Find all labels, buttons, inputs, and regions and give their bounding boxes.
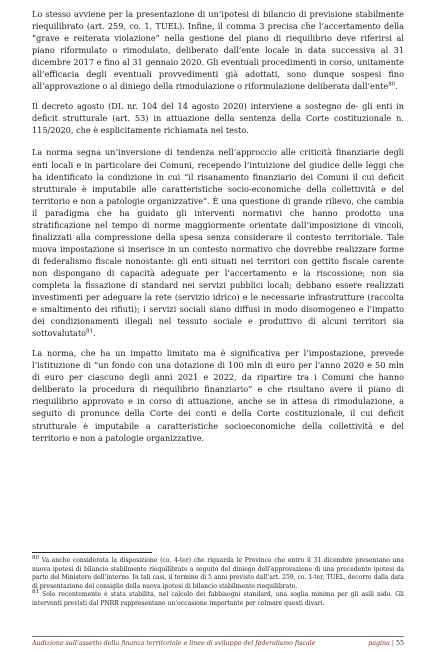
page-number-value: 55 — [395, 640, 404, 647]
page-footer — [32, 638, 404, 650]
footnote-ref-81[interactable]: 81 — [86, 328, 94, 335]
footer-separator — [32, 636, 404, 637]
footer-title: Audizione sull’assetto della finanza territoriale e linee di sviluppo del federalismo fiscale — [32, 640, 316, 647]
footnotes — [32, 554, 404, 609]
paragraph-2: Il decreto agosto (DL nr. 104 del 14 agosto 2020) interviene a sostegno de- gli enti in deficit strutturale (art. 53) in attuazione della sentenza della Corte costituzionale n. 115/2020, che è esplicitamente richiamata nel testo. — [32, 101, 404, 136]
paragraph-1-text: Lo stesso avviene per la presentazione di un’ipotesi di bilancio di previsione stabilmente riequilibrato (art. 259, co. 1, TUEL). Infine, il comma 3 precisa che l’accertamento della “grave e reiterata violazione” nella gestione del piano di riequilibrio deve riferirsi al piano riformulato o rimodulato, deliberato dall’ente locale in data successiva al 31 dicembre 2017 e fino al 31 gennaio 2020. Gli eventuali procedimenti in corso, unitamente all’efficacia degli eventuali provvedimenti già adottati, sono dunque sospesi fino all’approvazione o al diniego della rimodulazione o riformulazione deliberata dall’ente — [32, 9, 404, 92]
footnote-mark: 81 — [32, 589, 39, 596]
footnote-text: Va anche considerata la disposizione (co. 4-ter) che riguarda le Province che entro il 31 dicembre presentano una nuova ipotesi di bilancio stabilmente riequilibrato a seguito del diniego dell’approvazione di una precedente ipotesi da parte del Ministero dell’interno. In tali casi, il termine di 5 anni previsto dall’art. 259, co. 1-ter, TUEL, decorre dalla data di presentazione del consiglio della nuova ipotesi di bilancio stabilmente riequilibrato. — [32, 557, 404, 590]
page-body — [32, 8, 404, 452]
footnote-text: Solo recentemente è stata stabilita, nel calcolo dei fabbisogni standard, una soglia minima per gli asili nido. Gli interventi previsti dal PNRR rappresentano un’occasione importante per colmare questi divari. — [32, 591, 404, 607]
footnote-mark: 80 — [32, 554, 39, 561]
footnote-81 — [32, 591, 404, 608]
page-label: pagina — [368, 640, 390, 647]
paragraph-1: Lo stesso avviene per la presentazione di un’ipotesi di bilancio di previsione stabilmente riequilibrato (art. 259, co. 1, TUEL). Infine, il comma 3 precisa che l’accertamento della “grave e reiterata violazione” nella gestione del piano di riequilibrio deve riferirsi al piano riformulato o rimodulato, deliberato dall’ente locale in data successiva al 31 dicembre 2017 e fino al 31 gennaio 2020. Gli eventuali procedimenti in corso, unitamente all’efficacia degli eventuali provvedimenti già adottati, sono dunque sospesi fino all’approvazione o al diniego della rimodulazione o riformulazione deliberata dall’ente$^{80}$. — [32, 9, 404, 92]
footnote-ref-80[interactable]: 80 — [388, 81, 396, 88]
paragraph-3-text: La norma segna un’inversione di tendenza nell’approccio alle criticità finanziarie degli enti locali e in particolare dei Comuni, recependo l’intuizione del giudice delle leggi che ha identificato la condizione in cui “il risanamento finanziario dei Comuni il cui deficit strutturale è imputabile alle caratteristiche socio-economiche della collettività e del territorio e non a patologie organizzative”. È una questione di grande rilievo, che cambia il paradigma che ha guidato gli interventi normativi che hanno prodotto una stratificazione nel tempo di norme maggiormente orientate dall’imposizione di vincoli, finalizzati alla compressione della spesa senza considerare il contesto territoriale. Tale nuova impostazione si inserisce in un contesto normativo che dovrebbe realizzare forme di federalismo fiscale nonostante: gli enti situati nei territori con gettito fiscale carente non dispongano di capacità adeguate per l’accertamento e la riscossione; non sia completa la fissazione di standard nei servizi pubblici locali; debbano essere realizzati investimenti per adeguare la rete (servizio idrico) e le necessarie infrastrutture (raccolta e smaltimento dei rifiuti); i servizi sociali siano diffusi in modo disomogeneo e l’impatto dei condizionamenti illegali nel tessuto sociale e produttivo di alcuni territori sia sottovalutato — [32, 147, 404, 339]
paragraph-4: La norma, che ha un impatto limitato ma è significativa per l’impostazione, prevede l’istituzione di “un fondo con una dotazione di 100 mln di euro per l’anno 2020 e 50 mln di euro per ciascuno degli anni 2021 e 2022, da ripartire tra i Comuni che hanno deliberato la procedura di riequilibrio finanziario” e che risultano avere il piano di riequilibrio approvato e in corso di attuazione, anche se in attesa di rimodulazione, a seguito di pronunce della Corte dei conti e della Corte costituzionale, il cui deficit strutturale è imputabile a caratteristiche socioeconomiche della collettività e del territorio e non a patologie organizzative. — [32, 348, 404, 443]
footnote-separator — [32, 552, 152, 553]
footnote-80 — [32, 554, 404, 591]
page-number: pagina | 55 — [368, 640, 404, 647]
paragraph-3: La norma segna un’inversione di tendenza nell’approccio alle criticità finanziarie degli enti locali e in particolare dei Comuni, recependo l’intuizione del giudice delle leggi che ha identificato la condizione in cui “il risanamento finanziario dei Comuni il cui deficit strutturale è imputabile alle caratteristiche socio-economiche della collettività e del territorio e non a patologie organizzative”. È una questione di grande rilievo, che cambia il paradigma che ha guidato gli interventi normativi che hanno prodotto una stratificazione nel tempo di norme maggiormente orientate dall’imposizione di vincoli, finalizzati alla compressione della spesa senza considerare il contesto territoriale. Tale nuova impostazione si inserisce in un contesto normativo che dovrebbe realizzare forme di federalismo fiscale nonostante: gli enti situati nei territori con gettito fiscale carente non dispongano di capacità adeguate per l’accertamento e la riscossione; non sia completa la fissazione di standard nei servizi pubblici locali; debbano essere realizzati investimenti per adeguare la rete (servizio idrico) e le necessarie infrastrutture (raccolta e smaltimento dei rifiuti); i servizi sociali siano diffusi in modo disomogeneo e l’impatto dei condizionamenti illegali nel tessuto sociale e produttivo di alcuni territori sia sottovalutato$^{81}$. — [32, 147, 404, 339]
